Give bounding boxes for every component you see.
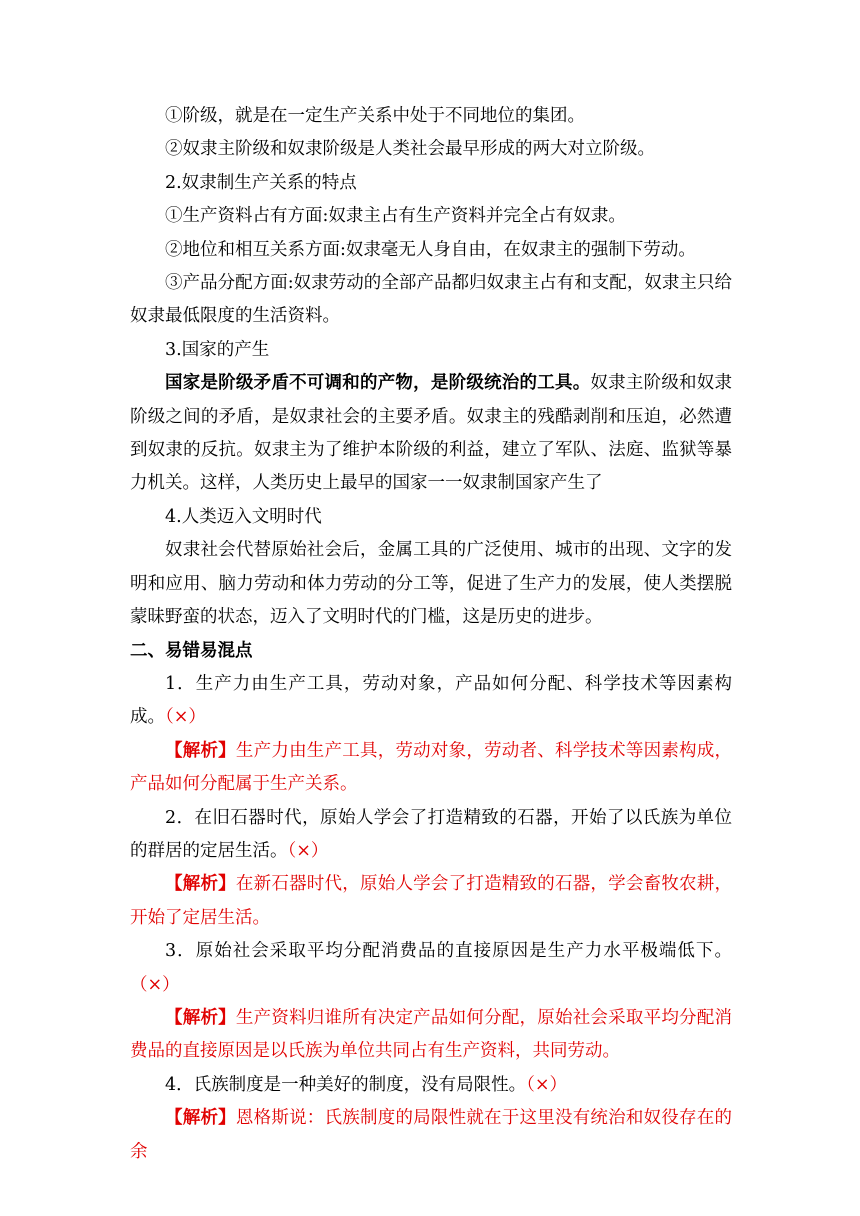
paragraph-distribution: ③产品分配方面:奴隶劳动的全部产品都归奴隶主占有和支配，奴隶主只给奴隶最低限度的生活资料。 xyxy=(130,273,732,327)
analysis-tag: 【解析】 xyxy=(165,1108,236,1129)
paragraph-opposing-classes: ②奴隶主阶级和奴隶阶级是人类社会最早形成的两大对立阶级。 xyxy=(165,139,655,160)
paragraph-status-relations: ②地位和相互关系方面:奴隶毫无人身自由，在奴隶主的强制下劳动。 xyxy=(165,239,696,260)
mistake-item-1 xyxy=(130,668,732,735)
analysis-tag: 【解析】 xyxy=(165,1007,236,1028)
mistake-statement: 4．氏族制度是一种美好的制度，没有局限性。 xyxy=(165,1074,527,1095)
mistake-statement: 1．生产力由生产工具，劳动对象，产品如何分配、科学技术等因素构成。 xyxy=(130,673,732,728)
section-heading-common-mistakes: 二、易错易混点 xyxy=(130,640,253,661)
mistake-statement: 2．在旧石器时代，原始人学会了打造精致的石器，开始了以氏族为单位的群居的定居生活。 xyxy=(130,807,732,861)
mistake-statement: 3．原始社会采取平均分配消费品的直接原因是生产力水平极端低下。 xyxy=(165,941,732,962)
analysis-text: 在新石器时代，原始人学会了打造精致的石器，学会畜牧农耕，开始了定居生活。 xyxy=(130,874,733,928)
wrong-mark: （×） xyxy=(526,1074,568,1095)
analysis-1 xyxy=(130,735,732,802)
wrong-mark: （×） xyxy=(287,840,329,861)
mistake-item-2 xyxy=(130,802,732,869)
analysis-text: 生产力由生产工具，劳动对象，劳动者、科学技术等因素构成，产品如何分配属于生产关系。 xyxy=(130,740,733,795)
mistake-item-3 xyxy=(130,935,732,1002)
analysis-tag: 【解析】 xyxy=(165,740,236,761)
paragraph-state-origin xyxy=(130,367,732,501)
mistake-item-4 xyxy=(130,1069,732,1102)
paragraph-state-origin-text: 奴隶主阶级和奴隶阶级之间的矛盾，是奴隶社会的主要矛盾。奴隶主的残酷剥削和压迫，必然遭到奴隶的反抗。奴隶主为了维护本阶级的利益，建立了军队、法庭、监狱等暴力机关。这样，人类历史上最早的国家一一奴隶制国家产生了 xyxy=(130,373,733,494)
wrong-mark: （×） xyxy=(165,707,206,728)
subheading-slavery-relations: 2.奴隶制生产关系的特点 xyxy=(165,172,357,193)
subheading-state-origin: 3.国家的产生 xyxy=(165,339,270,360)
analysis-4 xyxy=(130,1102,732,1169)
subheading-civilization: 4.人类迈入文明时代 xyxy=(165,506,322,527)
analysis-tag: 【解析】 xyxy=(165,874,236,895)
paragraph-means-of-production: ①生产资料占有方面:奴隶主占有生产资料并完全占有奴隶。 xyxy=(165,206,626,227)
analysis-text: 恩格斯说：氏族制度的局限性就在于这里没有统治和奴役存在的余 xyxy=(130,1108,733,1162)
key-point-text: 国家是阶级矛盾不可调和的产物，是阶级统治的工具。 xyxy=(165,373,591,394)
paragraph-class-definition: ①阶级，就是在一定生产关系中处于不同地位的集团。 xyxy=(165,106,585,126)
paragraph-civilization: 奴隶社会代替原始社会后，金属工具的广泛使用、城市的出现、文字的发明和应用、脑力劳动和体力劳动的分工等，促进了生产力的发展，使人类摆脱蒙昧野蛮的状态，迈入了文明时代的门槛，这是历史的进步。 xyxy=(130,540,732,628)
analysis-text: 生产资料归谁所有决定产品如何分配，原始社会采取平均分配消费品的直接原因是以氏族为单位共同占有生产资料，共同劳动。 xyxy=(130,1007,733,1062)
wrong-mark: （×） xyxy=(130,974,180,995)
analysis-2 xyxy=(130,868,732,935)
analysis-3 xyxy=(130,1002,732,1069)
